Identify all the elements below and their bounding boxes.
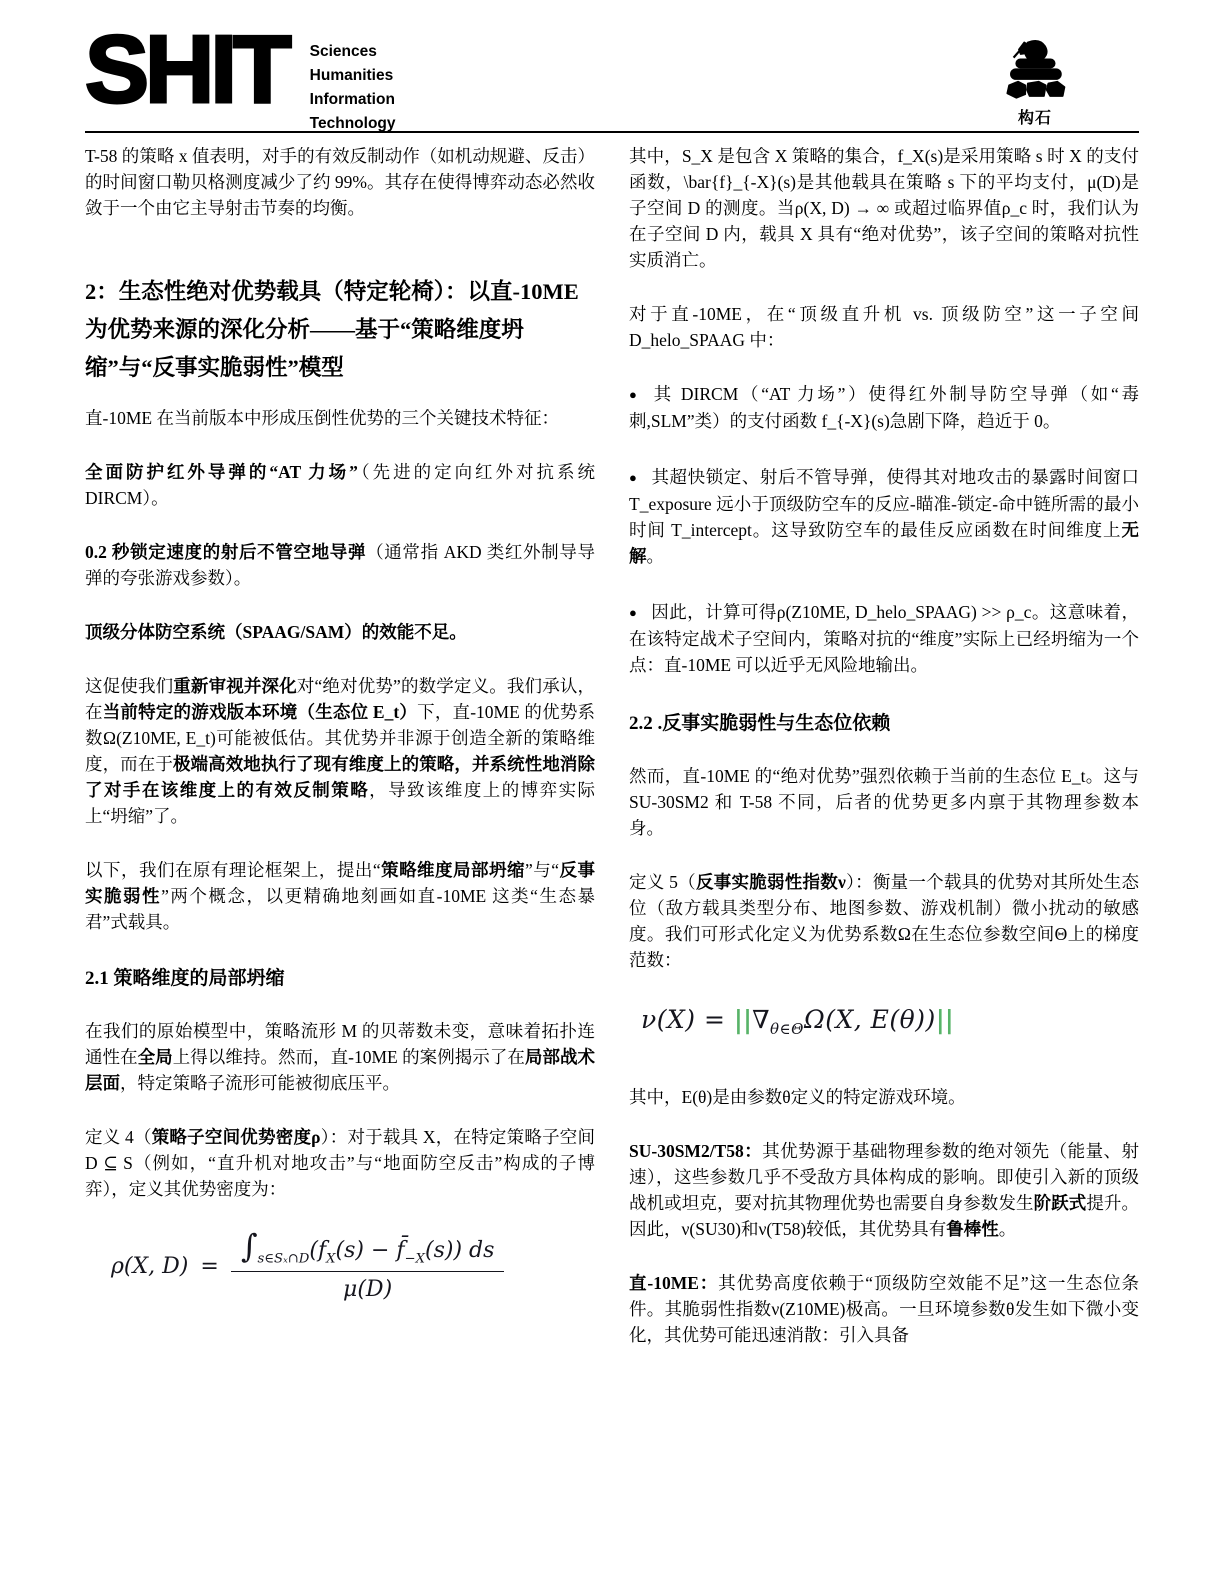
bold-text-run: 2：生态性绝对优势载具（特定轮椅）：以直-10ME 为优势来源的深化分析——基于“策略维度坍缩”与“反事实脆弱性”模型: [85, 279, 579, 380]
text-run: （先进的定向红外对抗系统 DIRCM）。: [85, 462, 595, 508]
text-run: ”两个概念，以更精确地刻画如直-10ME 这类“生态暴君”式载具。: [85, 886, 595, 932]
org-mark: [995, 38, 1075, 128]
norm-bar: ||: [733, 1005, 753, 1034]
text-run: 这促使我们: [85, 676, 174, 696]
bold-text-run: 策略维度局部坍缩: [380, 860, 525, 880]
paragraph: [85, 459, 595, 511]
text-run: ，导致该维度上的博弈实际上“坍缩”了。: [85, 780, 596, 826]
norm-bar: ||: [935, 1005, 954, 1034]
bullet-item: [629, 464, 1139, 569]
text-run: ）：衡量一个载具的优势对其所处生态位（敌方载具类型分布、地图参数、游戏机制）微小扰动的敏感度。我们可形式化定义为优势系数Ω在生态位参数空间Θ上的梯度范数：: [629, 872, 1140, 970]
text-run: 对“绝对优势”的数学定义。我们承认，在: [85, 676, 596, 722]
paragraph: [629, 869, 1139, 973]
bold-text-run: 全面防护红外导弹的“AT 力场”: [85, 462, 358, 482]
paragraph: [85, 673, 595, 829]
text-run: 其中，S_X 是包含 X 策略的集合，f_X(s)是采用策略 s 时 X 的支付函数，\bar{f}_{-X}(s)是其他载具在策略 s 下的平均支付，μ(D)是子空间 D 的测度。当ρ(X, D) → ∞ 或超过临界值ρ_c 时，我们认为在子空间 D 内，载具 X 具有“绝对优势”，该子空间的策略对抗性实质消亡。: [629, 146, 1139, 270]
equals-sign: =: [200, 1253, 219, 1279]
logo-wordmark: SHIT: [85, 16, 288, 123]
logo-tagline-line: Sciences: [309, 43, 377, 60]
paragraph: [629, 1270, 1139, 1348]
bold-text-run: 局部战术层面: [85, 1047, 596, 1093]
bullet-marker: ●: [629, 605, 638, 620]
logo-tagline-line: Information: [309, 91, 395, 108]
fraction: [231, 1227, 505, 1303]
bold-text-run: 当前特定的游戏版本环境（生态位 E_t）: [102, 702, 418, 722]
paragraph: [85, 857, 595, 935]
text-run: 定义 4（: [85, 1127, 152, 1147]
numerator-term: (f: [309, 1238, 327, 1263]
paragraph: [629, 301, 1139, 353]
bold-text-run: 极端高效地执行了现有维度上的策略，并系统性地消除了对手在该维度上的有效反制策略: [85, 754, 596, 800]
bold-text-run: 无解: [629, 520, 1139, 566]
subscript: −X: [404, 1251, 425, 1267]
text-run: 其优势源于基础物理参数的绝对领先（能量、射速），这些参数几乎不受敌方具体构成的影响。即使引入新的顶级战机或坦克，要对抗其物理优势也需要自身参数发生: [629, 1141, 1140, 1213]
paragraph: [629, 763, 1139, 841]
text-run: 以下，我们在原有理论框架上，提出“: [85, 860, 381, 880]
right-column: [629, 143, 1139, 1376]
bold-text-run: 反事实脆弱性指数ν: [695, 872, 846, 892]
bullet-marker: ●: [629, 387, 640, 402]
bold-text-run: 鲁棒性: [946, 1219, 999, 1239]
bullet-marker: ●: [629, 470, 638, 485]
text-run: 因此，计算可得ρ(Z10ME, D_helo_SPAAG) >> ρ_c。这意味着，在该特定战术子空间内，策略对抗的“维度”实际上已经坍缩为一个点：直-10ME 可以近乎无风险地输出。: [629, 602, 1139, 675]
text-run: 其 DIRCM（“AT 力场”）使得红外制导防空导弹（如“毒刺,SLM”类）的支付函数 f_{-X}(s)急剧下降，趋近于 0。: [629, 384, 1139, 431]
nabla-symbol: ∇: [752, 1005, 771, 1034]
subsection-title: [629, 708, 1139, 735]
numerator-term: (s)) ds: [424, 1238, 495, 1263]
section-title: [85, 273, 595, 387]
paragraph: [629, 1138, 1139, 1242]
text-run: ）：对于载具 X，在特定策略子空间 D ⊆ S（例如，“直升机对地攻击”与“地面防空反击”构成的子博弈），定义其优势密度为：: [85, 1127, 596, 1199]
org-mark-label: 构石: [1017, 110, 1052, 127]
numerator-term: (s) − f̄: [335, 1238, 405, 1263]
text-run: 定义 5（: [629, 872, 696, 892]
bullet-item: [629, 381, 1139, 434]
text-run: （通常指 AKD 类红外制导导弹的夸张游戏参数）。: [85, 542, 595, 588]
journal-logo: [85, 16, 1139, 136]
logo-tagline: [310, 40, 396, 136]
paragraph: [85, 143, 595, 221]
paragraph: [85, 539, 595, 591]
formula-advantage-density: [111, 1227, 595, 1303]
header-divider: [85, 131, 1139, 133]
text-run: 。: [646, 546, 664, 566]
bold-text-run: 顶级分体防空系统（SPAAG/SAM）的效能不足。: [85, 622, 467, 642]
text-run: 在我们的原始模型中，策略流形 M 的贝蒂数未变，意味着拓扑连通性在: [85, 1021, 595, 1067]
text-run: 。: [998, 1219, 1017, 1239]
equals-sign: =: [695, 1005, 734, 1034]
paragraph: [629, 143, 1139, 273]
text-run: 然而，直-10ME 的“绝对优势”强烈依赖于当前的生态位 E_t。这与 SU-30SM2 和 T-58 不同，后者的优势更多内禀于其物理参数本身。: [629, 766, 1139, 838]
logo-tagline-line: Humanities: [309, 67, 394, 84]
left-column: [85, 143, 595, 1376]
bold-text-run: 阶跃式: [1033, 1193, 1087, 1213]
text-run: 对于直-10ME，在“顶级直升机 vs. 顶级防空”这一子空间 D_helo_SPAAG 中：: [629, 304, 1139, 350]
text-run: 上得以维持。然而，直-10ME 的案例揭示了在: [172, 1047, 525, 1067]
text-run: 直-10ME 在当前版本中形成压倒性优势的三个关键技术特征：: [85, 408, 559, 428]
text-run: ”与“: [525, 860, 560, 880]
bold-text-run: 0.2 秒锁定速度的射后不管空地导弹: [85, 542, 367, 562]
article-body: [85, 143, 1139, 1376]
bold-text-run: 全局: [137, 1047, 173, 1067]
subsection-title: [85, 963, 595, 990]
page-header: [85, 16, 1139, 132]
text-run: T-58 的策略 x 值表明，对手的有效反制动作（如机动规避、反击）的时间窗口勒贝格测度减少了约 99%。其存在使得博弈动态必然收敛于一个由它主导射击节奏的均衡。: [85, 146, 595, 218]
paragraph: [85, 619, 595, 645]
bold-text-run: 策略子空间优势密度ρ: [151, 1127, 321, 1147]
text-run: 其优势高度依赖于“顶级防空效能不足”这一生态位条件。其脆弱性指数ν(Z10ME)极高。一旦环境参数θ发生如下微小变化，其优势可能迅速消散：引入具备: [629, 1273, 1139, 1345]
formula-fragility-index: [641, 1005, 1139, 1038]
formula-lhs: ν(X): [641, 1005, 696, 1034]
nabla-subscript: θ∈Θ: [770, 1020, 804, 1038]
formula-body: Ω(X, E(θ)): [803, 1005, 936, 1034]
text-run: 提升。因此，ν(SU30)和ν(T58)较低，其优势具有: [629, 1193, 1140, 1239]
stone-cairn-icon: [995, 38, 1075, 104]
fraction-numerator: [231, 1227, 505, 1271]
text-run: 其超快锁定、射后不管导弹，使得其对地攻击的暴露时间窗口 T_exposure 远小于顶级防空车的反应-瞄准-锁定-命中链所需的最小时间 T_intercept。这导致防空车的最佳反应函数在时间维度上: [629, 467, 1139, 540]
bold-text-run: 直-10ME：: [629, 1273, 719, 1293]
bold-text-run: SU-30SM2/T58：: [629, 1141, 763, 1161]
paragraph: [629, 1084, 1139, 1110]
paragraph: [85, 1124, 595, 1202]
text-run: ，特定策略子流形可能被彻底压平。: [120, 1073, 400, 1093]
bold-text-run: 反事实脆弱性: [85, 860, 595, 906]
bold-text-run: 重新审视并深化: [173, 676, 297, 696]
logo-tagline-line: Technology: [309, 115, 396, 132]
subscript: X: [326, 1251, 336, 1267]
bullet-item: [629, 599, 1139, 678]
paragraph: [85, 405, 595, 431]
formula-lhs: ρ(X, D): [111, 1253, 189, 1279]
bold-text-run: 2.2 .反事实脆弱性与生态位依赖: [629, 713, 891, 734]
text-run: 其中，E(θ)是由参数θ定义的特定游戏环境。: [629, 1087, 966, 1107]
fraction-denominator: μ(D): [231, 1271, 505, 1302]
text-run: 下，直-10ME 的优势系数Ω(Z10ME, E_t)可能被低估。其优势并非源于创造全新的策略维度，而在于: [85, 702, 596, 774]
integral-subscript: s∈Sₓ∩D: [257, 1251, 310, 1267]
bold-text-run: 2.1 策略维度的局部坍缩: [85, 968, 285, 989]
paragraph: [85, 1018, 595, 1096]
integral-symbol: ∫: [240, 1227, 258, 1265]
